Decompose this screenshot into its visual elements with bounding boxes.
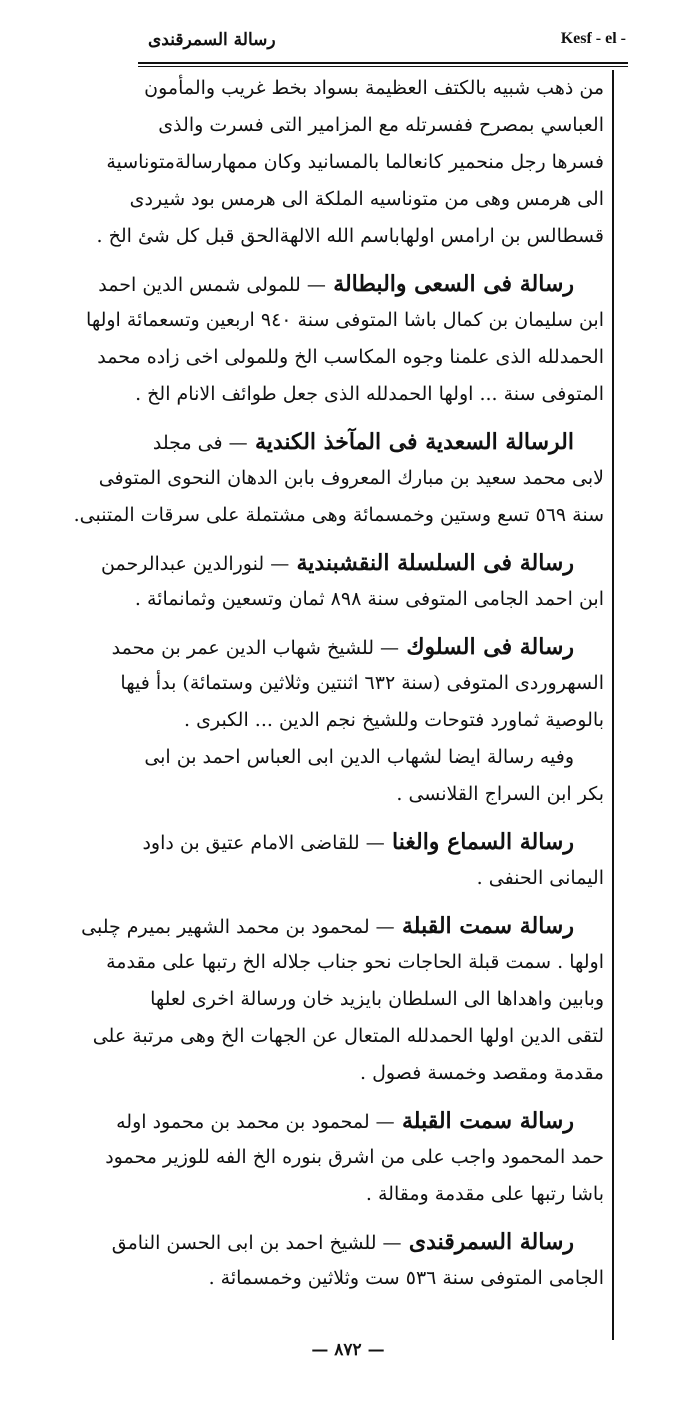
entry-author: — لمحمود بن محمد بن محمود اوله	[116, 1111, 395, 1133]
entry-line: ابن سليمان بن كمال باشا المتوفى سنة ٩٤٠ اربعين وتسعمائة اولها	[86, 309, 604, 331]
entry-line: اليمانى الحنفى .	[476, 867, 604, 889]
entry-line: ابن احمد الجامى المتوفى سنة ٨٩٨ ثمان وتسعين وثمانمائة .	[134, 588, 604, 610]
entry-line: باشا رتبها على مقدمة ومقالة .	[365, 1183, 604, 1205]
entry-title: رسالة السمرقندى	[408, 1229, 574, 1255]
entry-author: — لمحمود بن محمد الشهير بميرم چلبى	[81, 916, 395, 938]
entry-note-line: وفيه رسالة ايضا لشهاب الدين ابى العباس احمد بن ابى	[144, 746, 574, 768]
entry-heading	[22, 1102, 604, 1139]
catalog-entry	[22, 1223, 604, 1297]
entry-title: رسالة فى السعى والبطالة	[333, 271, 574, 297]
entry-line: فسرها رجل منحمير كانعالما بالمسانيد وكان ممهارسالةمتوناسية	[106, 151, 604, 173]
entry-title: الرسالة السعدية فى المآخذ الكندية	[254, 429, 574, 455]
entry-title: رسالة سمت القبلة	[402, 913, 574, 939]
entry-line: قسطالس بن ارامس اولهاباسم الله الالهةالحق قبل كل شئ الخ .	[96, 225, 604, 247]
entry-author: — للشيخ احمد بن ابى الحسن النامق	[111, 1232, 402, 1254]
entry-line: الجامى المتوفى سنة ٥٣٦ ست وثلاثين وخمسمائة .	[208, 1267, 604, 1289]
entry-heading	[22, 1223, 604, 1260]
catalog-entry	[22, 628, 604, 813]
catalog-entry	[22, 265, 604, 413]
running-head-book: Kesf - el -	[560, 30, 626, 47]
entry-author: — للقاضى الامام عتيق بن داود	[142, 832, 385, 854]
entry-heading	[22, 423, 604, 460]
entry-line: بالوصية ثماورد فتوحات وللشيخ نجم الدين ... الكبرى .	[184, 709, 604, 731]
entry-note-line: بكر ابن السراج القلانسى .	[396, 783, 604, 805]
catalog-entry	[22, 1102, 604, 1213]
entry-heading	[22, 544, 604, 581]
entry-author: — للشيخ شهاب الدين عمر بن محمد	[111, 637, 400, 659]
entry-line: حمد المحمود واجب على من اشرق بنوره الخ الفه للوزير محمود	[105, 1146, 604, 1168]
entry-line: الى هرمس وهى من متوناسيه الملكة الى هرمس بود شيردى	[129, 188, 604, 210]
entry-line: وبابين واهداها الى السلطان بايزيد خان ورسالة اخرى لعلها	[150, 988, 604, 1010]
entry-line: لتقى الدين اولها الحمدلله المتعال عن الجهات الخ وهى مرتبة على	[92, 1025, 604, 1047]
entry-line: المتوفى سنة ... اولها الحمدلله الذى جعل طوائف الانام الخ .	[135, 383, 604, 405]
page-number: — ٨٧٢ —	[311, 1340, 385, 1360]
entry-line: الحمدلله الذى علمنا وجوه المكاسب الخ وللمولى اخى زاده محمد	[97, 346, 604, 368]
entry-heading	[22, 265, 604, 302]
entry-line: مقدمة ومقصد وخمسة فصول .	[360, 1062, 604, 1084]
catalog-entry	[22, 423, 604, 534]
header-rule	[138, 62, 628, 67]
entry-line: سنة ٥٦٩ تسع وستين وخمسمائة وهى مشتملة على سرقات المتنبى.	[73, 504, 604, 526]
entry-line: السهروردى المتوفى (سنة ٦٣٢ اثنتين وثلاثين وستمائة) بدأ فيها	[120, 672, 604, 694]
entry-line: اولها . سمت قبلة الحاجات نحو جناب جلاله الخ رتبها على مقدمة	[106, 951, 604, 973]
entry-heading	[22, 628, 604, 665]
running-head-title: رسالة السمرقندى	[148, 30, 276, 50]
entry-author: — للمولى شمس الدين احمد	[98, 274, 326, 296]
entry-title: رسالة السماع والغنا	[392, 829, 574, 855]
entry-line: لابى محمد سعيد بن مبارك المعروف بابن الدهان النحوى المتوفى	[98, 467, 604, 489]
entry-line: العباسي بمصرح ففسرتله مع المزامير التى فسرت والذى	[158, 114, 604, 136]
catalog-entry	[22, 907, 604, 1092]
entry-author: — فى مجلد	[152, 432, 248, 454]
catalog-entry	[22, 70, 604, 255]
catalog-entry	[22, 823, 604, 897]
entry-author: — لنورالدين عبدالرحمن	[101, 553, 290, 575]
entry-title: رسالة سمت القبلة	[402, 1108, 574, 1134]
page-header	[148, 28, 626, 58]
page-body	[22, 70, 604, 1307]
entry-title: رسالة فى السلسلة النقشبندية	[296, 550, 574, 576]
entry-heading	[22, 907, 604, 944]
margin-rule	[612, 70, 614, 1340]
entry-line: من ذهب شبيه بالكتف العظيمة بسواد بخط غريب والمأمون	[144, 77, 604, 99]
catalog-entry	[22, 544, 604, 618]
entry-title: رسالة فى السلوك	[406, 634, 574, 660]
entry-heading	[22, 823, 604, 860]
